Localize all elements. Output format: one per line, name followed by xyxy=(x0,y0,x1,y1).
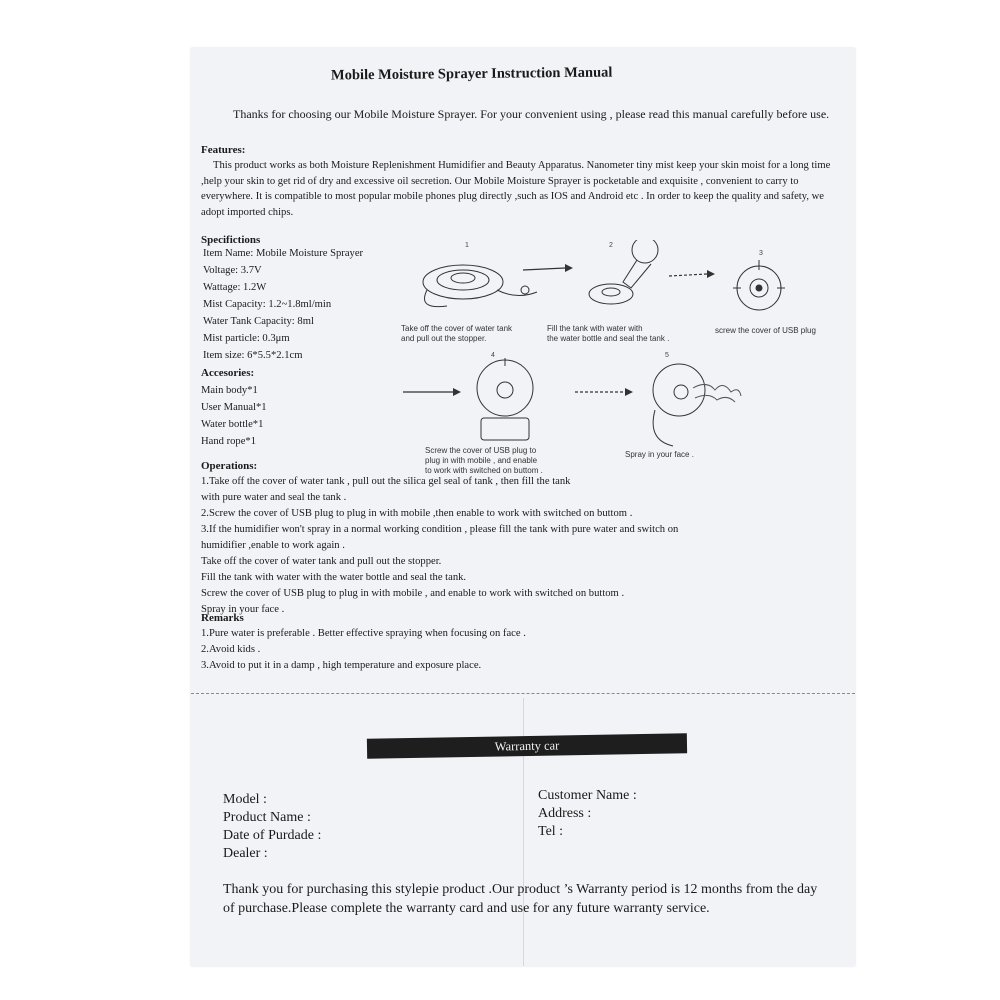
accessory-item: User Manual*1 xyxy=(201,402,267,413)
step5-spray-drawing xyxy=(653,364,741,446)
operation-line: Take off the cover of water tank and pull out the stopper. xyxy=(201,556,442,567)
warranty-field-product-name: Product Name : xyxy=(223,810,311,825)
remark-line: 3.Avoid to put it in a damp , high temperature and exposure place. xyxy=(201,660,482,671)
operation-line: Fill the tank with water with the water bottle and seal the tank. xyxy=(201,572,467,583)
warranty-thanks-text: Thank you for purchasing this stylepie product .Our product ’s Warranty period is 12 months from the day of purchase.Please complete the warranty card and use for any future warranty service. xyxy=(223,882,818,916)
operation-line: Screw the cover of USB plug to plug in with mobile , and enable to work with switched on buttom . xyxy=(201,588,625,599)
warranty-field-customer-name: Customer Name : xyxy=(538,788,637,803)
accessory-item: Main body*1 xyxy=(201,385,258,396)
operation-line: humidifier ,enable to work again . xyxy=(201,540,345,551)
warranty-field-address: Address : xyxy=(538,806,592,821)
spec-item: Mist particle: 0.3μm xyxy=(203,333,290,344)
spec-item: Wattage: 1.2W xyxy=(203,282,267,293)
remark-line: 1.Pure water is preferable . Better effective spraying when focusing on face . xyxy=(201,628,526,639)
step4-phone-drawing xyxy=(477,358,533,440)
spec-item: Item size: 6*5.5*2.1cm xyxy=(203,350,303,361)
accessory-item: Water bottle*1 xyxy=(201,419,264,430)
step3-caption: screw the cover of USB plug xyxy=(715,326,816,335)
spec-item: Voltage: 3.7V xyxy=(203,265,262,276)
operation-line: with pure water and seal the tank . xyxy=(201,492,347,503)
step-number: 4 xyxy=(491,352,495,359)
step2-caption: Fill the tank with water with the water bottle and seal the tank . xyxy=(547,324,670,343)
intro-text: Thanks for choosing our Mobile Moisture Sprayer. For your convenient using , please read this manual carefully before use. xyxy=(233,107,830,121)
manual-sheet xyxy=(191,48,855,966)
usage-diagram xyxy=(397,240,849,478)
cut-line-divider xyxy=(191,693,855,694)
arrow-icon xyxy=(669,270,715,278)
step-number: 5 xyxy=(665,352,669,359)
step1-caption: Take off the cover of water tank and pull out the stopper. xyxy=(401,324,513,343)
warranty-field-model: Model : xyxy=(223,792,267,807)
step3-usb-drawing xyxy=(733,260,785,310)
step1-device-drawing xyxy=(423,265,537,307)
operation-line: 1.Take off the cover of water tank , pull out the silica gel seal of tank , then fill the tank xyxy=(201,476,571,487)
operation-line: 3.If the humidifier won't spray in a normal working condition , please fill the tank with pure water and switch on xyxy=(201,524,679,535)
step4-caption: Screw the cover of USB plug to plug in with mobile , and enable to work with switched on buttom . xyxy=(425,446,543,475)
spec-item: Water Tank Capacity: 8ml xyxy=(203,316,314,327)
step-number: 1 xyxy=(465,242,469,249)
warranty-banner: Warranty car xyxy=(367,733,687,759)
arrow-icon xyxy=(523,264,573,272)
usage-illustration xyxy=(397,240,849,478)
accessory-item: Hand rope*1 xyxy=(201,436,257,447)
step2-bottle-drawing xyxy=(589,240,658,304)
operation-line: 2.Screw the cover of USB plug to plug in with mobile ,then enable to work with switched on buttom . xyxy=(201,508,633,519)
specs-heading: Specifictions xyxy=(201,234,261,246)
accessories-heading: Accesories: xyxy=(201,367,255,379)
remark-line: 2.Avoid kids . xyxy=(201,644,261,655)
features-text: This product works as both Moisture Replenishment Humidifier and Beauty Apparatus. Nanometer tiny mist keep your skin moist for a long time ,help your skin to get rid of dry and excessive oil secretion. Our Mobile Moisture Sprayer is pocketable and exquisite , convenient to carry to everywhere. It is compatible to most popular mobile phones plug directly ,such as IOS and Android etc . In order to keep the quality and safety, we adopt imported chips. xyxy=(201,160,831,218)
step5-caption: Spray in your face . xyxy=(625,450,694,459)
remarks-heading: Remarks xyxy=(201,612,244,624)
arrow-icon xyxy=(403,388,461,396)
spec-item: Mist Capacity: 1.2~1.8ml/min xyxy=(203,299,332,310)
operations-heading: Operations: xyxy=(201,460,258,472)
step-number: 2 xyxy=(609,242,613,249)
spec-item: Item Name: Mobile Moisture Sprayer xyxy=(203,248,364,259)
manual-title: Mobile Moisture Sprayer Instruction Manual xyxy=(330,64,613,84)
arrow-icon xyxy=(575,388,633,396)
warranty-field-dealer: Dealer : xyxy=(223,846,268,861)
warranty-field-date: Date of Purdade : xyxy=(223,828,322,843)
step-number: 3 xyxy=(759,250,763,257)
features-heading: Features: xyxy=(201,144,246,156)
warranty-field-tel: Tel : xyxy=(538,824,564,839)
operation-line: Spray in your face . xyxy=(201,604,285,615)
